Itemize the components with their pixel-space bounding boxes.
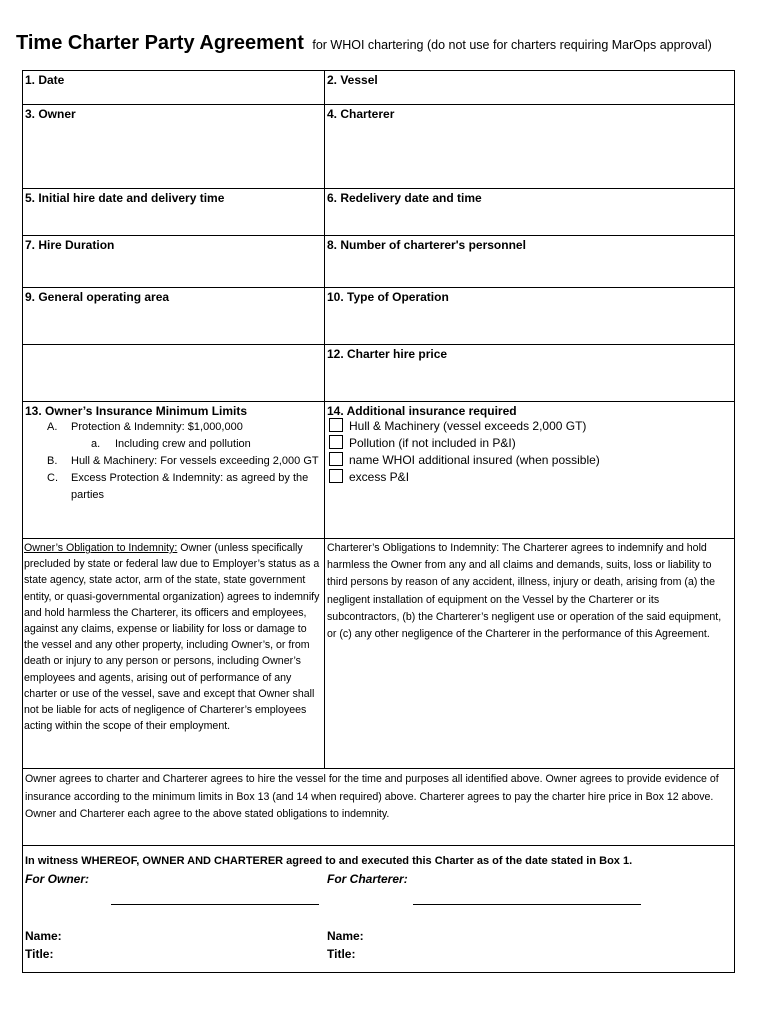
charter-form [22,70,735,973]
form-title-row [16,32,756,55]
list-item-text: Including crew and pollution [115,438,251,450]
box-charterer-label: 4. Charterer [327,107,395,121]
checkbox[interactable] [329,469,343,483]
box-hire-duration-label: 7. Hire Duration [25,238,115,252]
list-item [25,436,322,453]
checkbox[interactable] [329,435,343,449]
owner-obligation [23,539,325,769]
witness-statement: In witness WHEREOF, OWNER AND CHARTERER agreed to and executed this Charter as of the date stated in Box 1. [25,855,633,867]
charterer-signature-line[interactable] [413,904,641,905]
box-owner-label: 3. Owner [25,107,76,121]
box-redelivery-label: 6. Redelivery date and time [327,191,482,205]
owner-signature-line[interactable] [111,904,319,905]
option-label: Hull & Machinery (vessel exceeds 2,000 GT) [349,419,587,433]
form-subtitle: for WHOI chartering (do not use for charters requiring MarOps approval) [312,38,712,52]
box-owner[interactable] [23,105,325,189]
option-label: name WHOI additional insured (when possible) [349,453,600,467]
charterer-obligation [325,539,734,769]
box-redelivery[interactable] [325,189,734,236]
list-item [25,470,322,504]
box-vessel[interactable] [325,71,734,105]
for-owner-label: For Owner: [25,872,90,886]
box-blank [23,345,325,402]
list-marker: A. [47,421,58,433]
list-item [25,419,322,436]
box-operation-type-label: 10. Type of Operation [327,290,449,304]
box-hire-price[interactable] [325,345,734,402]
list-item-text: Hull & Machinery: For vessels exceeding 2,000 GT [71,455,319,467]
option-label: Pollution (if not included in P&I) [349,436,516,450]
signature-section [23,846,734,972]
checkbox[interactable] [329,452,343,466]
box-hire-price-label: 12. Charter hire price [327,347,448,361]
insurance-option-additional-insured [327,452,732,469]
owner-obligation-body: Owner (unless specifically precluded by state or federal law due to Employer’s status as a state agency, state actor, arm of the state, state government entity, or quasi-governmental organization) agrees to indemnify and hold harmless the Charterer, its officers and employees, against any claims, expense or liability for loss or damage to the vessel and any other property, including Owner’s, or from death or injury to any person or persons, including Owner’s employees and agents, arising out of performance of any charter or use of the vessel, save and except that Owner shall not be liable for acts of negligence of Charterer’s employees acting within the scope of their employment. [24,542,320,733]
box-operating-area-label: 9. General operating area [25,290,170,304]
list-item [25,453,322,470]
box-personnel[interactable] [325,236,734,288]
list-marker: a. [91,438,101,450]
insurance-option-hull [327,418,732,435]
charterer-title-label: Title: [327,947,356,961]
list-item-text: Protection & Indemnity: $1,000,000 [71,421,243,433]
box-initial-hire[interactable] [23,189,325,236]
insurance-limits-list [25,419,322,504]
for-charterer-label: For Charterer: [327,872,408,886]
box-vessel-label: 2. Vessel [327,73,378,87]
charterer-obligation-text: Charterer’s Obligations to Indemnity: The Charterer agrees to indemnify and hold harmless the Owner from any and all claims and demands, suits, loss or liability to third persons by reason of any accident, illness, injury or death, arising from (a) the negligent installation of equipment on the Vessel by the Charterer or its subcontractors, (b) the Charterer’s negligent use or operation of the said equipment, or (c) any other negligence of the Charterer in the performance of this Agreement. [327,542,722,641]
insurance-option-pollution [327,435,732,452]
list-item-text: Excess Protection & Indemnity: as agreed by the parties [71,472,309,501]
owner-obligation-text [24,540,323,734]
list-marker: B. [47,455,58,467]
form-title: Time Charter Party Agreement [16,32,304,54]
box-operation-type[interactable] [325,288,734,345]
box-hire-duration[interactable] [23,236,325,288]
box-additional-insurance [325,402,734,539]
list-marker: C. [47,472,58,484]
box-owner-insurance [23,402,325,539]
agreement-text: Owner agrees to charter and Charterer agrees to hire the vessel for the time and purposes all identified above. Owner agrees to provide evidence of insurance according to the minimum limits in Box 13 (and 14 when required) above. Charterer agrees to pay the charter hire price in Box 12 above. Owner and Charterer each agree to the above stated obligations to indemnity. [25,773,719,820]
box-date[interactable] [23,71,325,105]
box-personnel-label: 8. Number of charterer's personnel [327,238,526,252]
box-operating-area[interactable] [23,288,325,345]
option-label: excess P&I [349,470,410,484]
checkbox[interactable] [329,418,343,432]
insurance-option-excess [327,469,732,486]
box-owner-insurance-label: 13. Owner’s Insurance Minimum Limits [25,404,248,418]
box-additional-insurance-label: 14. Additional insurance required [327,404,517,418]
owner-title-label: Title: [25,947,54,961]
agreement-clause [23,769,734,846]
owner-obligation-heading: Owner’s Obligation to Indemnity: [24,542,178,554]
box-date-label: 1. Date [25,73,65,87]
box-charterer[interactable] [325,105,734,189]
owner-name-label: Name: [25,929,62,943]
box-initial-hire-label: 5. Initial hire date and delivery time [25,191,225,205]
charterer-name-label: Name: [327,929,364,943]
